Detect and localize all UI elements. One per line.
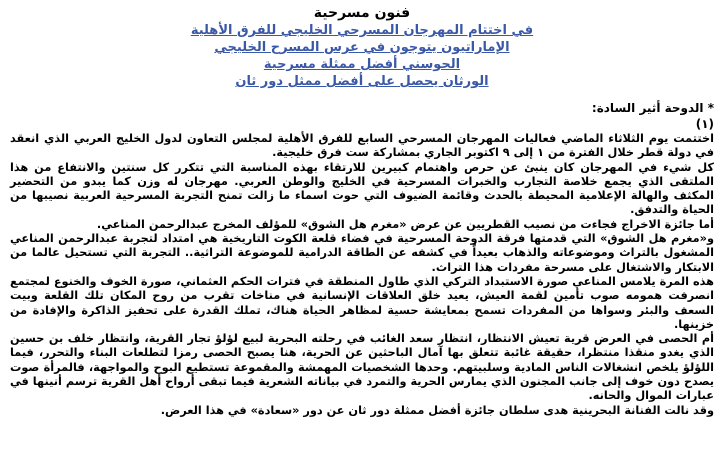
body-paragraph-2: كل شيء في المهرجان كان ينبئ عن حرص واهتمام كبيرين للارتقاء بهذه المناسبة التي تتكرر كل سنتين والانتفاع من هذا الملتقى الذي يجمع خلاصة التجارب والخبرات المسرحية في الخليج والوطن العربي. مهرجان له وزن كما يبدو من التحضير المكثف والهالة الإعلامية المحيطة بالحدث وقائمة الضيوف التي حوت اسماء ما زالت تمنح التجربة المسرحية العربية نصيبها من الحياة والتدفق. (10, 160, 714, 217)
body-paragraph-5: هذه المرة يلامس المناعي صورة الاستبداد التركي الذي طاول المنطقة في فترات الحكم العثماني، صورة الخوف والخنوع لمجتمع انصرفت همومه صوب تأمين لقمة العيش، يعيد خلق العلاقات الإنسانية في مناخات تقرب من روح المكان تلك القلعة وبيت السعف والبئر وسواها من المفردات تسمح بمعايشة حسية لمظاهر الحياة هناك، تملك القدرة على تحفيز الذاكرة والإفادة من خزينها. (10, 274, 714, 331)
body-paragraph-1: اختتمت يوم الثلاثاء الماضي فعاليات المهرجان المسرحي السابع للفرق الأهلية لمجلس التعاون لدول الخليج العربي الذي انعقد في دولة قطر خلال الفترة من ١ إلى ٩ اكتوبر الجاري بمشاركة ست فرق خليجية. (10, 132, 714, 160)
body-paragraph-7: وقد نالت الفنانة البحرينية هدى سلطان جائزة أفضل ممثلة دور ثان عن دور «سعادة» في هذا العرض. (160, 403, 714, 417)
body-paragraph-3: أما جائزة الاخراج فجاءت من نصيب القطريين عن عرض «مغرم هل الشوق» للمؤلف المخرج عبدالرحمن المناعي. (96, 217, 714, 231)
headline-2: الإماراتيون يتوجون في عرس المسرح الخليجي (214, 40, 510, 55)
headline-1: في اختتام المهرجان المسرحي الخليجي للفرق الأهلية (190, 23, 534, 38)
article-header (10, 4, 714, 90)
article-page (0, 4, 726, 476)
dateline: * الدوحة أثير السادة: (591, 101, 714, 115)
headline-4: الورثان يحصل على أفضل ممثل دور ثان (235, 74, 489, 89)
headline-3: الحوسني أفضل ممثلة مسرحية (263, 57, 461, 72)
part-number: (١) (695, 117, 714, 131)
section-kicker: فنون مسرحية (313, 5, 411, 21)
body-paragraph-6: أم الحصى في العرض قرية تعيش الانتظار، انتظار سعد الغائب في رحلته البحرية لبيع لؤلؤ تجار القرية، وانتظار خلف بن حسين الذي يغدو منقذا منتظرا، حقيقة غائبة تتعلق بها آمال الباحثين عن الحرية، هنا يصبح الحصى رمزا لتطلعات البناء والتحرر، فيما اللؤلؤ يلخص انشغالات الناس المادية وسلبيتهم. وحدها الشخصيات المهمشة والمقموعة تستطيع البوح والمواجهة، فالمرأة صوت يصدح دون خوف إلى جانب المجنون الذي يمارس الحرية والتمرد في بياناته الشعرية فيما تبقى أرواح أهل القرية ترسم أنينها في عبارات الموال والحانه. (10, 332, 714, 403)
body-paragraph-4: و«مغرم هل الشوق» التي قدمتها فرقة الدوحة المسرحية في فضاء قلعة الكوت التاريخية هي امتداد لتجربة عبدالرحمن المناعي المشغول بالتراث وموضوعاته والذهاب بعيداً في كشفه عن الطاقة الدرامية للموضوعة التراثية.. التجربة التي تستحيل عالما من الابتكار والاشتغال على مسرحة مفردات هذا التراث. (10, 232, 714, 274)
